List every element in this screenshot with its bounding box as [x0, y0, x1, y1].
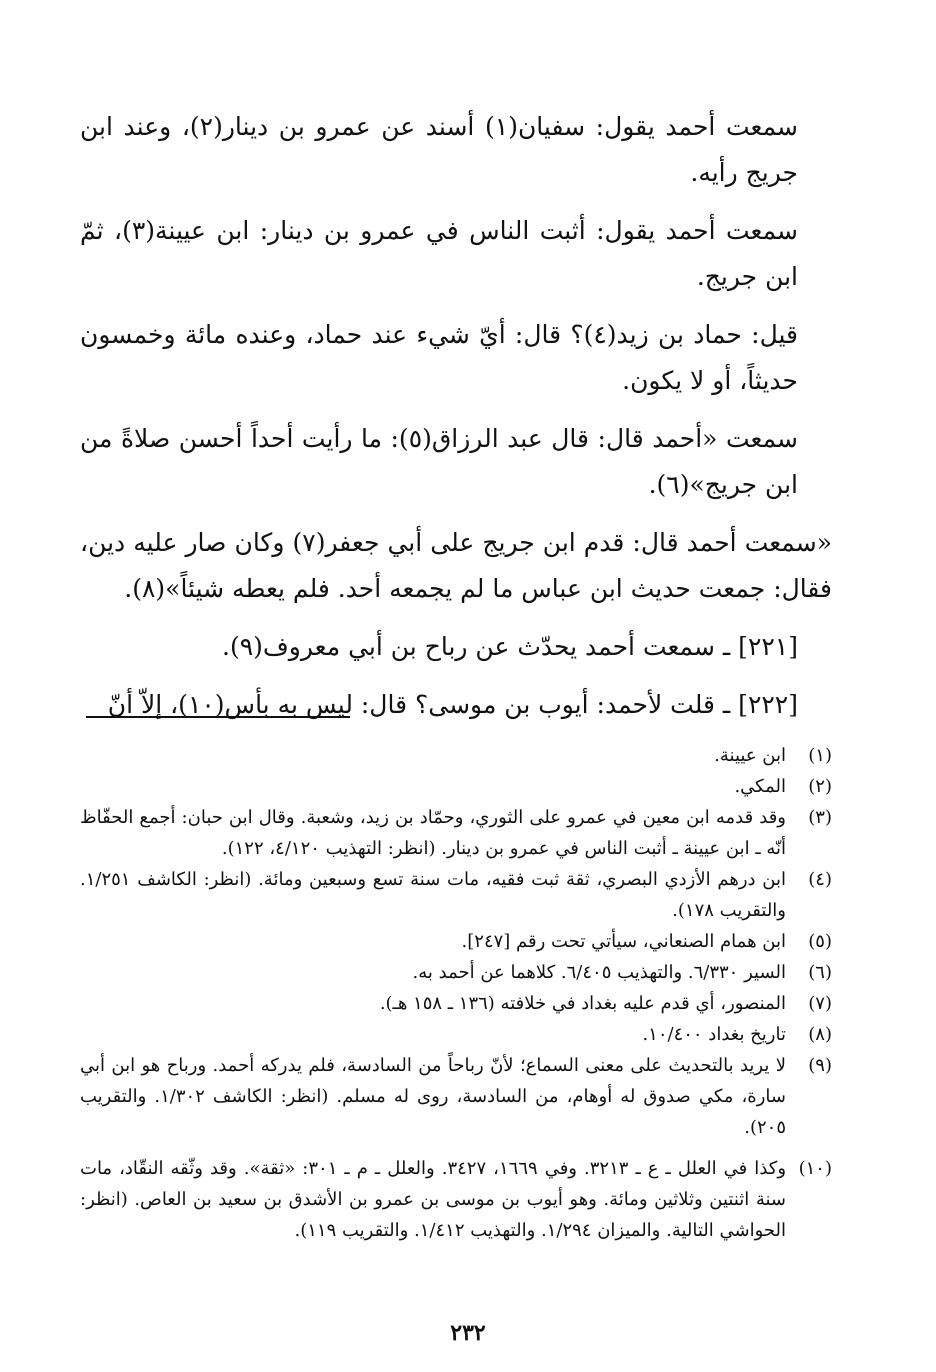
footnote-number: (٦): [808, 962, 832, 983]
footnote-divider: [86, 716, 350, 718]
footnote-number: (٧): [808, 993, 832, 1014]
paragraph-3: قيل: حماد بن زيد(٤)؟ قال: أيّ شيء عند حماد، وعنده مائة وخمسون حديثاً، أو لا يكون.: [80, 320, 798, 395]
footnote-8: [80, 1019, 832, 1050]
footnote-text: ابن درهم الأزدي البصري، ثقة ثبت فقيه، مات سنة تسع وسبعين ومائة. (انظر: الكاشف ١/٢٥١. والتقريب ١٧٨).: [80, 869, 786, 921]
footnote-1: [80, 740, 832, 771]
footnote-text: المنصور، أي قدم عليه بغداد في خلافته (١٣٦ ـ ١٥٨ هـ).: [379, 993, 786, 1014]
footnote-number: (٩): [808, 1055, 832, 1076]
footnote-number: (٢): [808, 776, 832, 797]
footnote-number: (٣): [808, 807, 832, 828]
footnote-4: [80, 864, 832, 926]
footnote-text: تاريخ بغداد ١٠/٤٠٠.: [642, 1024, 786, 1045]
page-number: ٢٣٢: [450, 1320, 486, 1346]
footnotes: [80, 740, 832, 1246]
footnote-6: [80, 957, 832, 988]
paragraph-221: [٢٢١] ـ سمعت أحمد يحدّث عن رباح بن أبي معروف(٩).: [222, 632, 798, 661]
footnote-number: (١٠): [798, 1158, 832, 1179]
footnote-text: وقد قدمه ابن معين في عمرو على الثوري، وحمّاد بن زيد، وشعبة. وقال ابن حبان: أجمع الحفّاظ أنّه ـ ابن عيينة ـ أثبت الناس في عمرو بن دينار. (انظر: التهذيب ٤/١٢٠، ١٢٢).: [80, 807, 786, 859]
footnote-9: [80, 1050, 832, 1143]
footnote-5: [80, 926, 832, 957]
footnote-10: [80, 1153, 832, 1246]
paragraph-1: سمعت أحمد يقول: سفيان(١) أسند عن عمرو بن دينار(٢)، وعند ابن جريج رأيه.: [80, 112, 798, 187]
footnote-text: ابن همام الصنعاني، سيأتي تحت رقم [٢٤٧].: [461, 931, 786, 952]
main-text: [80, 104, 832, 740]
footnote-3: [80, 802, 832, 864]
footnote-text: وكذا في العلل ـ ع ـ ٣٢١٣. وفي ١٦٦٩، ٣٤٢٧. والعلل ـ م ـ ٣٠١: «ثقة». وقد وثّقه النقّاد، مات سنة اثنتين وثلاثين ومائة. وهو أيوب بن موسى بن عمرو بن الأشدق بن سعيد بن العاص. (انظر: الحواشي التالية. والميزان ١/٢٩٤. والتهذيب ١/٤١٢. والتقريب ١١٩).: [80, 1158, 787, 1241]
footnote-text: ابن عيينة.: [714, 745, 786, 766]
paragraph-5: «سمعت أحمد قال: قدم ابن جريج على أبي جعفر(٧) وكان صار عليه دين، فقال: جمعت حديث ابن عباس ما لم يجمعه أحد. فلم يعطه شيئاً»(٨).: [80, 528, 832, 603]
footnote-7: [80, 988, 832, 1019]
paragraph-222: [٢٢٢] ـ قلت لأحمد: أيوب بن موسى؟ قال: ليس به بأس(١٠)، إلاّ أنّ: [107, 690, 798, 719]
footnote-number: (٨): [808, 1024, 832, 1045]
paragraph-2: سمعت أحمد يقول: أثبت الناس في عمرو بن دينار: ابن عيينة(٣)، ثمّ ابن جريج.: [80, 216, 798, 291]
footnote-number: (٥): [808, 931, 832, 952]
footnote-number: (٤): [808, 869, 832, 890]
footnote-text: المكي.: [734, 776, 786, 797]
footnote-text: لا يريد بالتحديث على معنى السماع؛ لأنّ رباحاً من السادسة، فلم يدركه أحمد. ورباح هو ابن أبي سارة، مكي صدوق له أوهام، من السادسة، روى له مسلم. (انظر: الكاشف ١/٣٠٢. والتقريب ٢٠٥).: [80, 1055, 786, 1138]
footnote-text: السير ٦/٣٣٠. والتهذيب ٦/٤٠٥. كلاهما عن أحمد به.: [412, 962, 786, 983]
footnote-number: (١): [808, 745, 832, 766]
paragraph-4: سمعت «أحمد قال: قال عبد الرزاق(٥): ما رأيت أحداً أحسن صلاةً من ابن جريج»(٦).: [80, 424, 798, 499]
footnote-2: [80, 771, 832, 802]
